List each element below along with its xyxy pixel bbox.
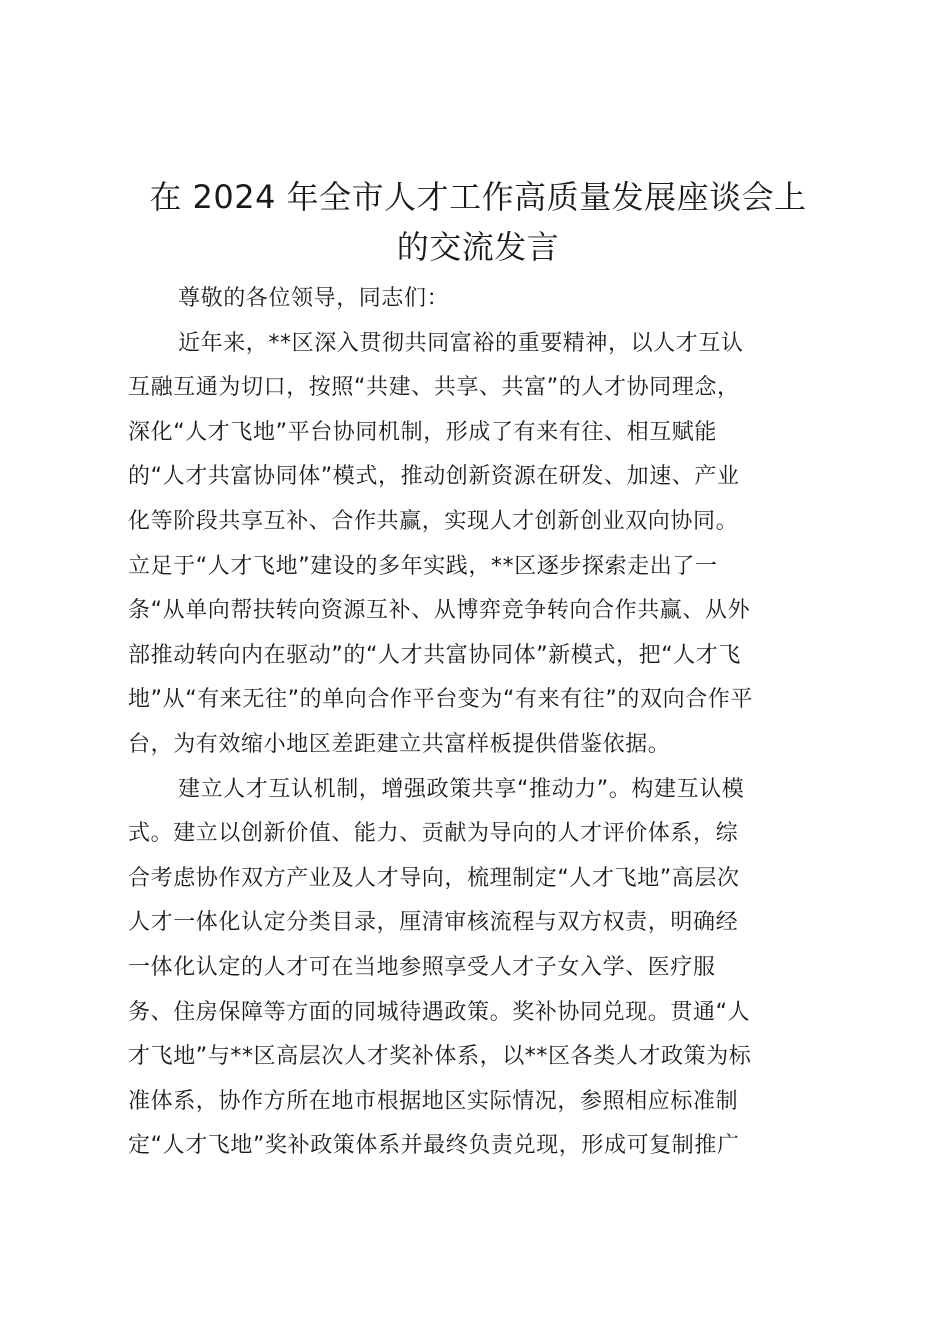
paragraph-1-line-6: 立足于“人才飞地”建设的多年实践，**区逐步探索走出了一 — [128, 553, 718, 579]
paragraph-1-line-10: 台，为有效缩小地区差距建立共富样板提供借鉴依据。 — [128, 731, 671, 757]
paragraph-2-line-7: 才飞地”与**区高层次人才奖补体系，以**区各类人才政策为标 — [128, 1044, 752, 1070]
paragraph-2-line-9: 定“人才飞地”奖补政策体系并最终负责兑现，形成可复制推广 — [128, 1133, 740, 1159]
paragraph-1-line-7: 条“从单向帮扶转向资源互补、从博弈竞争转向合作共赢、从外 — [128, 598, 751, 624]
document-title — [118, 172, 838, 272]
paragraph-1-line-5: 化等阶段共享互补、合作共赢，实现人才创新创业双向协同。 — [128, 508, 739, 534]
paragraph-1-line-3: 深化“人才飞地”平台协同机制，形成了有来有往、相互赋能 — [128, 419, 717, 445]
paragraph-2-line-3: 合考虑协作双方产业及人才导向，梳理制定“人才飞地”高层次 — [128, 865, 740, 891]
title-line-2: 的交流发言 — [396, 228, 560, 266]
paragraph-1-line-4: 的“人才共富协同体”模式，推动创新资源在研发、加速、产业 — [128, 464, 740, 490]
paragraph-2-line-1: 建立人才互认机制，增强政策共享“推动力”。构建互认模 — [178, 776, 745, 802]
document-body — [128, 277, 838, 1169]
paragraph-2-line-5: 一体化认定的人才可在当地参照享受人才子女入学、医疗服 — [128, 954, 716, 980]
paragraph-2-line-4: 人才一体化认定分类目录，厘清审核流程与双方权责，明确经 — [128, 910, 739, 936]
paragraph-1-line-2: 互融互通为切口，按照“共建、共享、共富”的人才协同理念， — [128, 375, 740, 401]
paragraph-1-line-9: 地”从“有来无往”的单向合作平台变为“有来有往”的双向合作平 — [128, 687, 753, 713]
paragraph-2-line-8: 准体系，协作方所在地市根据地区实际情况，参照相应标准制 — [128, 1088, 739, 1114]
paragraph-1-line-8: 部推动转向内在驱动”的“人才共富协同体”新模式，把“人才飞 — [128, 642, 741, 668]
title-line-1: 在 2024 年全市人才工作高质量发展座谈会上 — [149, 178, 807, 216]
salutation-line: 尊敬的各位领导，同志们： — [178, 286, 450, 311]
paragraph-2-line-6: 务、住房保障等方面的同城待遇政策。奖补协同兑现。贯通“人 — [128, 999, 751, 1025]
paragraph-1-line-1: 近年来，**区深入贯彻共同富裕的重要精神，以人才互认 — [178, 330, 744, 356]
paragraph-2-line-2: 式。建立以创新价值、能力、贡献为导向的人才评价体系，综 — [128, 821, 739, 847]
